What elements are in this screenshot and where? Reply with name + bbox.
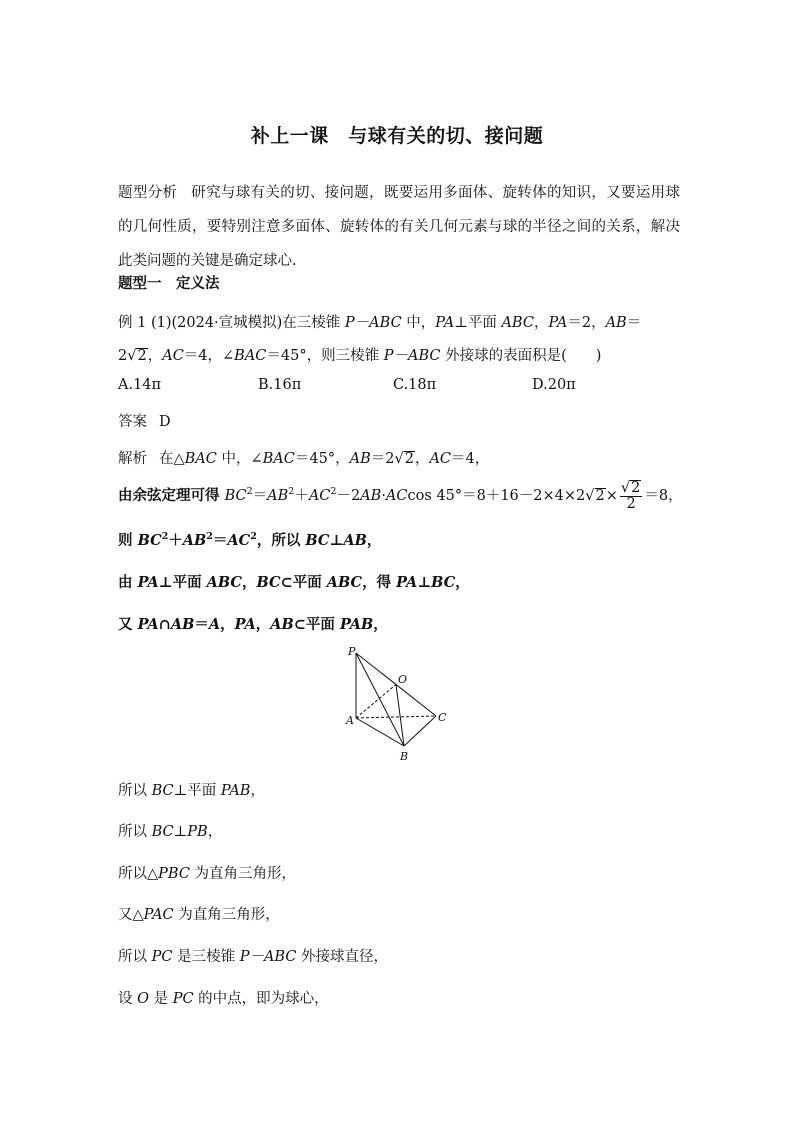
label-b: B <box>400 750 409 763</box>
label-o: O <box>398 673 408 686</box>
answer-line <box>118 410 171 431</box>
solution-line-1: 解析 在△BAC 中，∠BAC＝45°，AB＝2√2，AC＝4， <box>118 451 490 467</box>
edge-bc <box>404 716 436 746</box>
option-d: D.20π <box>532 377 576 393</box>
label-c: C <box>438 711 447 724</box>
tetrahedron-figure <box>340 643 464 765</box>
intro-lead: 题型分析 <box>118 185 178 201</box>
solution-line-3: 则 $BC^2+AB^2=AC^2$，所以 BC⊥AB， <box>118 531 382 549</box>
option-b: B.16π <box>258 377 302 393</box>
solution-line-8: 所以△PBC 为直角三角形， <box>118 866 297 882</box>
solution-line-2: 由余弦定理可得 $BC^2=AB^2+AC^2-2AB\cdot ACcos$ 45°＝8＋16－2×4×2√2× $\frac{√2}{2}$ ＝8， <box>118 480 683 512</box>
section-heading: 题型一 定义法 <box>118 275 220 292</box>
solution-line-6: 所以 BC⊥平面 PAB， <box>118 783 265 799</box>
edge-ac-dashed <box>356 716 436 718</box>
answer-label: 答案 <box>118 414 147 430</box>
segment-ao-dashed <box>356 685 396 719</box>
label-a: A <box>346 714 354 727</box>
example-line-1: 例 1 (1)(2024·宣城模拟)在三棱锥 P－ABC 中，PA⊥平面 ABC，PA＝2，AB＝ <box>118 315 642 331</box>
example-line-2: 2√2，AC＝4，∠BAC＝45°，则三棱锥 P－ABC 外接球的表面积是( ) <box>118 348 602 364</box>
label-p: P <box>348 645 356 658</box>
solution-label: 解析 <box>118 451 147 467</box>
solution-line-9: 又△PAC 为直角三角形， <box>118 907 280 923</box>
sqrt-sign: √2 <box>127 348 147 364</box>
solution-line-5: 又 PA∩AB＝A，PA，AB⊂平面 PAB， <box>118 616 388 633</box>
segment-ob <box>396 685 404 747</box>
solution-line-4: 由 PA⊥平面 ABC，BC⊂平面 ABC，得 PA⊥BC， <box>118 574 470 591</box>
intro-text: 研究与球有关的切、接问题，既要运用多面体、旋转体的知识，又要运用球的几何性质，要特别注意多面体、旋转体的有关几何元素与球的半径之间的关系，解决此类问题的关键是确定球心. <box>118 185 681 269</box>
solution-line-10: 所以 PC 是三棱锥 P－ABC 外接球直径， <box>118 949 389 965</box>
fraction: $\frac{√2}{2}$ <box>620 480 641 512</box>
page-title: 补上一课 与球有关的切、接问题 <box>250 125 544 147</box>
option-c: C.18π <box>393 377 437 393</box>
answer-value: D <box>159 414 171 430</box>
solution-line-11: 设 O 是 PC 的中点，即为球心， <box>118 991 329 1007</box>
option-a: A.14π <box>118 377 162 393</box>
solution-line-7: 所以 BC⊥PB， <box>118 824 223 840</box>
intro-paragraph <box>118 176 680 278</box>
